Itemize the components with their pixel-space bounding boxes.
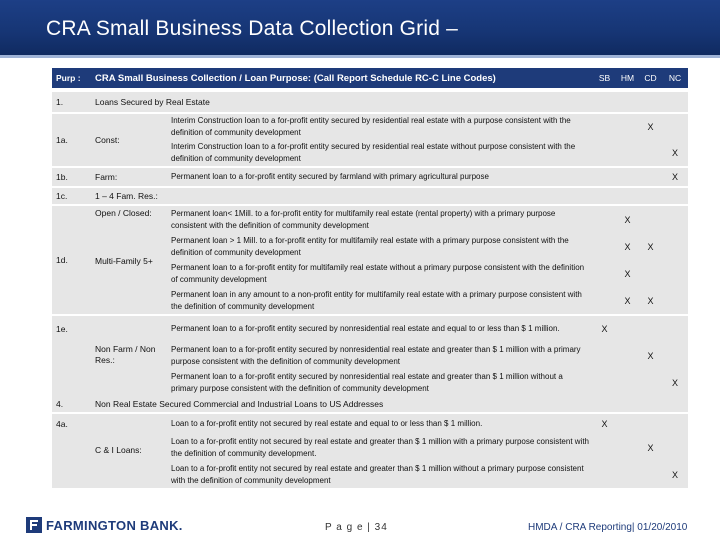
header-cd: CD: [644, 73, 657, 83]
mark-nc: X: [671, 469, 678, 480]
table-row: [52, 414, 688, 488]
row-code: 1c.: [56, 191, 68, 201]
row-desc: Loan to a for-profit entity not secured by real estate and greater than $ 1 million with a primary purpose consistent with the definition of community development.: [171, 436, 589, 458]
mark-hm: X: [624, 295, 631, 306]
row-code: 1d.: [56, 255, 68, 265]
row-desc: Permanent loan to a for-profit entity for multifamily real estate without a primary purpose consistent with the definition of community development: [171, 262, 585, 284]
row-code: 1e.: [56, 324, 68, 334]
row-desc: Permanent loan to a for-profit entity secured by nonresidential real estate and greater than $ 1 million with a primary purpose consistent with the definition of community development: [171, 344, 581, 366]
row-code: 4a.: [56, 419, 68, 429]
header-purp: Purp :: [56, 73, 81, 83]
table-row: [52, 188, 688, 204]
row-desc: Loan to a for-profit entity not secured by real estate and greater than $ 1 million without a primary purpose consistent with the definition of community development: [171, 463, 584, 485]
mark-cd: X: [647, 295, 654, 306]
mark-sb: X: [601, 419, 608, 429]
row-code: 1b.: [56, 172, 68, 182]
footer: [0, 505, 720, 540]
row-type: 1 – 4 Fam. Res.:: [95, 191, 158, 201]
row-type-open: Open / Closed:: [95, 208, 152, 218]
row-desc: Permanent loan to a for-profit entity secured by nonresidential real estate and greater than $ 1 million without a primary purpose consistent with the definition of community development: [171, 371, 563, 393]
row-desc: Loan to a for-profit entity not secured by real estate and equal to or less than $ 1 million.: [171, 419, 483, 428]
page-title: CRA Small Business Data Collection Grid –: [46, 17, 459, 40]
mark-hm: X: [624, 241, 631, 252]
table-row: [52, 168, 688, 186]
row-type: Non Farm / Non Res.:: [95, 344, 156, 365]
title-bar: [0, 0, 720, 58]
table-row: [52, 396, 688, 412]
mark-hm: X: [624, 268, 631, 279]
mark-cd: X: [647, 241, 654, 252]
mark-nc: X: [671, 377, 678, 388]
header-title: CRA Small Business Collection / Loan Purpose: (Call Report Schedule RC-C Line Codes): [95, 72, 496, 84]
row-desc: Interim Construction loan to a for-profit entity secured by residential real estate without purpose consistent with the definition of community development: [171, 142, 576, 163]
mark-cd: X: [647, 442, 654, 453]
bank-logo-icon: [26, 517, 42, 533]
row-desc: Permanent loan > 1 Mill. to a for-profit entity for multifamily real estate with a primary purpose consistent with the definition of community development: [171, 235, 569, 257]
table-row: [52, 92, 688, 112]
table-row: [52, 114, 688, 166]
table-row: [52, 206, 688, 314]
mark-sb: X: [601, 324, 608, 334]
header-nc: NC: [668, 73, 682, 83]
row-code: 1a.: [56, 135, 68, 145]
mark-cd: X: [647, 122, 654, 132]
row-desc: Permanent loan in any amount to a non-profit entity for multifamily real estate with a primary purpose consistent with the definition of community development: [171, 289, 582, 311]
grid-header-row: [52, 68, 688, 88]
footer-report-date: HMDA / CRA Reporting| 01/20/2010: [528, 522, 688, 533]
row-desc: Permanent loan< 1Mill. to a for-profit entity for multifamily real estate (rental property) with a primary purpose consistent with the definition of community development: [171, 208, 556, 230]
row-type: Non Real Estate Secured Commercial and Industrial Loans to US Addresses: [95, 399, 384, 409]
table-row: [52, 316, 688, 396]
row-code: 4.: [56, 399, 64, 409]
row-code: 1.: [56, 97, 64, 107]
mark-cd: X: [647, 350, 654, 361]
row-desc: Permanent loan to a for-profit entity secured by nonresidential real estate and equal to or less than $ 1 million.: [171, 324, 560, 333]
row-type: C & I Loans:: [95, 444, 142, 455]
mark-nc: X: [671, 172, 678, 182]
header-sb: SB: [598, 73, 611, 83]
header-hm: HM: [620, 73, 635, 83]
row-desc: Permanent loan to a for-profit entity secured by farmland with primary agricultural purpose: [171, 172, 489, 181]
row-type: Const:: [95, 134, 120, 145]
row-type: Loans Secured by Real Estate: [95, 97, 210, 107]
page-number: P a g e | 34: [325, 522, 388, 533]
bank-name: FARMINGTON BANK.: [46, 517, 183, 533]
row-desc: Interim Construction loan to a for-profit entity secured by residential real estate with a purpose consistent with the definition of community development: [171, 116, 571, 137]
row-type-multi: Multi-Family 5+: [95, 255, 153, 266]
row-type: Farm:: [95, 171, 118, 182]
bank-logo: [26, 517, 183, 533]
mark-nc: X: [671, 148, 678, 158]
mark-hm: X: [624, 214, 631, 225]
